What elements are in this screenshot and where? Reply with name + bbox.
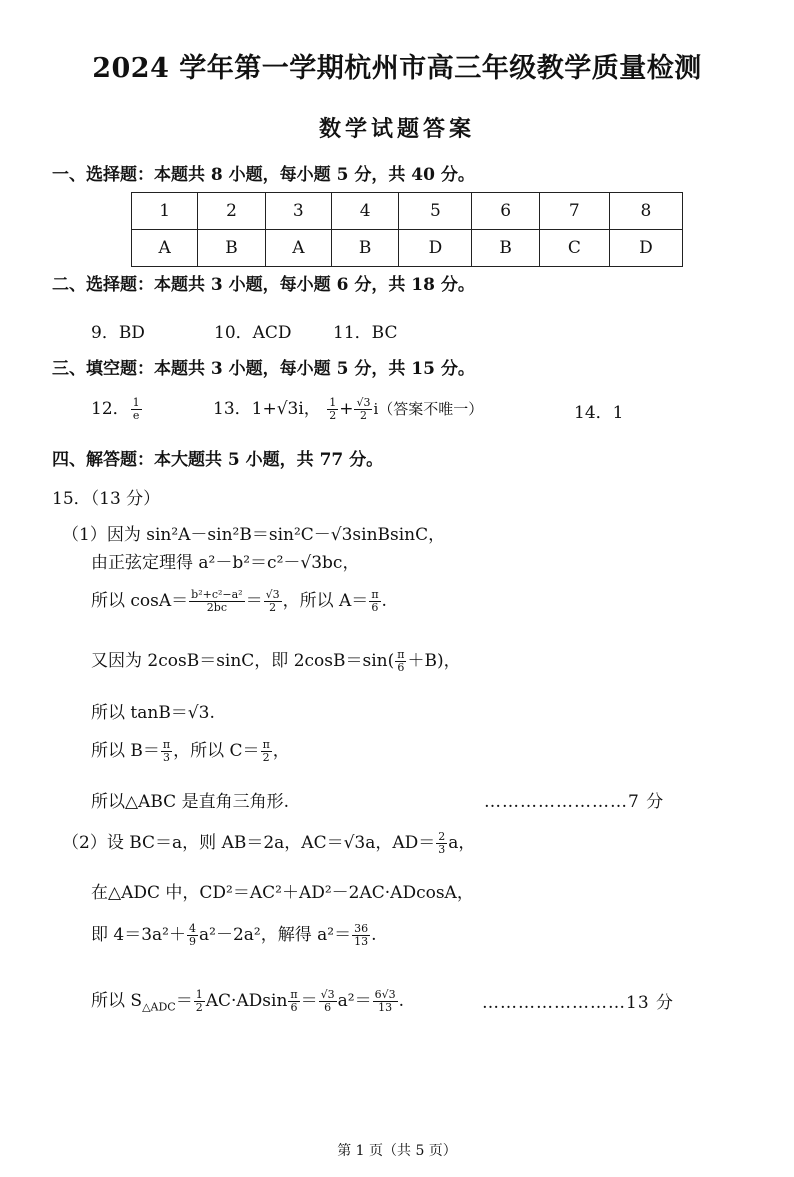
text-run: . bbox=[381, 591, 387, 611]
fraction bbox=[189, 589, 244, 614]
table-cell: D bbox=[399, 230, 472, 267]
q15-2-line4 bbox=[91, 986, 404, 1014]
frac-num: √3 bbox=[320, 988, 335, 1001]
q15-2-line1 bbox=[62, 828, 475, 856]
q13-tail: i（答案不唯一） bbox=[373, 400, 484, 418]
q13-root: √3 bbox=[276, 399, 299, 419]
text-run: a²－2a²，解得 a²＝ bbox=[199, 925, 352, 945]
part1-heading: 一、选择题：本题共 8 小题，每小题 5 分，共 40 分。 bbox=[52, 165, 475, 185]
answer-q10: 10．ACD bbox=[214, 323, 292, 343]
text-run: 又因为 2cosB＝sinC，即 2cosB＝sin( bbox=[91, 651, 395, 671]
fraction bbox=[319, 989, 337, 1014]
frac-num: 2 bbox=[438, 830, 446, 843]
q15-2-line2: 在△ADC 中，CD²＝AC²＋AD²－2AC·ADcosA， bbox=[91, 883, 474, 903]
text-run: ＝ bbox=[300, 991, 318, 1011]
answer-q9: 9．BD bbox=[91, 323, 145, 343]
fraction bbox=[194, 989, 205, 1014]
frac-den: 13 bbox=[378, 1001, 393, 1014]
q15-1-line1: （1）因为 sin²A－sin²B＝sin²C－√3sinBsinC， bbox=[62, 525, 446, 545]
table-cell: D bbox=[609, 230, 682, 267]
table-cell: A bbox=[265, 230, 331, 267]
fraction bbox=[373, 989, 398, 1014]
frac-num: π bbox=[262, 738, 270, 751]
answer-q13 bbox=[213, 394, 483, 422]
document-title: 2024 学年第一学期杭州市高三年级教学质量检测 bbox=[92, 53, 702, 84]
frac-num: π bbox=[290, 988, 298, 1001]
table-cell: 8 bbox=[609, 193, 682, 230]
fraction bbox=[261, 739, 272, 764]
answer-q11: 11．BC bbox=[333, 323, 398, 343]
answer-table-number-row bbox=[132, 193, 683, 230]
q15-1-line7: 所以△ABC 是直角三角形. bbox=[91, 792, 289, 812]
text-run: ＋B)， bbox=[407, 651, 461, 671]
answer-q12 bbox=[91, 394, 143, 422]
subscript: △ADC bbox=[142, 1000, 176, 1014]
fraction bbox=[352, 923, 370, 948]
text-run: ＝ bbox=[175, 991, 193, 1011]
fraction bbox=[436, 831, 447, 856]
frac-den: 6 bbox=[397, 661, 405, 674]
text-run: （2）设 BC＝a，则 AB＝2a，AC＝√3a，AD＝ bbox=[62, 833, 436, 853]
q15-1-line3 bbox=[91, 586, 387, 614]
frac-num: π bbox=[162, 738, 171, 751]
text-run: . bbox=[371, 925, 377, 945]
part4-heading: 四、解答题：本大题共 5 小题，共 77 分。 bbox=[52, 450, 384, 470]
fraction bbox=[354, 397, 372, 422]
part3-heading: 三、填空题：本题共 3 小题，每小题 5 分，共 15 分。 bbox=[52, 359, 475, 379]
q13-prefix: 13．1+ bbox=[213, 399, 277, 419]
text-run: ＝ bbox=[245, 591, 263, 611]
q12-label: 12． bbox=[91, 399, 130, 419]
table-cell: 3 bbox=[265, 193, 331, 230]
frac-den: 2 bbox=[329, 409, 337, 422]
frac-num: 1 bbox=[329, 396, 337, 409]
table-cell: 2 bbox=[198, 193, 265, 230]
q15-1-line2: 由正弦定理得 a²－b²＝c²－√3bc， bbox=[91, 553, 360, 573]
frac-num: 36 bbox=[354, 922, 369, 935]
fraction bbox=[187, 923, 198, 948]
frac-den: e bbox=[132, 409, 140, 422]
frac-num: π bbox=[371, 588, 379, 601]
fraction bbox=[131, 397, 142, 422]
table-cell: 6 bbox=[472, 193, 539, 230]
text-run: AC·ADsin bbox=[205, 991, 288, 1011]
frac-den: 2 bbox=[195, 1001, 203, 1014]
text-run: a²＝ bbox=[337, 991, 372, 1011]
document-subtitle: 数学试题答案 bbox=[318, 116, 475, 142]
frac-den: 2 bbox=[359, 409, 367, 422]
table-cell: 4 bbox=[331, 193, 398, 230]
fraction bbox=[264, 589, 282, 614]
text-run: 所以 B＝ bbox=[91, 741, 160, 761]
table-cell: 7 bbox=[539, 193, 609, 230]
text-run: 所以 S bbox=[91, 991, 143, 1011]
text-run: 即 4＝3a²＋ bbox=[91, 925, 186, 945]
frac-num: b²+c²−a² bbox=[191, 588, 243, 601]
frac-num: 6√3 bbox=[374, 988, 396, 1001]
answer-table bbox=[131, 192, 683, 267]
q13-plus: + bbox=[339, 399, 354, 419]
q15-2-line3 bbox=[91, 920, 376, 948]
fraction bbox=[288, 989, 299, 1014]
frac-den: 2 bbox=[262, 751, 270, 764]
frac-den: 2bc bbox=[206, 601, 227, 614]
fraction bbox=[369, 589, 380, 614]
answer-table-answer-row bbox=[132, 230, 683, 267]
q13-i: i， bbox=[298, 399, 321, 419]
q15-1-line4 bbox=[91, 646, 461, 674]
answer-q14: 14．1 bbox=[574, 403, 624, 423]
q15-1-line5: 所以 tanB＝√3. bbox=[91, 703, 215, 723]
frac-num: π bbox=[397, 648, 405, 661]
table-cell: B bbox=[198, 230, 265, 267]
q15-2-score: ……………………13 分 bbox=[482, 993, 675, 1013]
text-run: a， bbox=[448, 833, 476, 853]
frac-den: 6 bbox=[371, 601, 379, 614]
table-cell: 1 bbox=[132, 193, 198, 230]
q15-1-line6 bbox=[91, 736, 290, 764]
text-run: ，所以 A＝ bbox=[282, 591, 369, 611]
frac-den: 9 bbox=[189, 935, 196, 948]
frac-num: 1 bbox=[195, 988, 203, 1001]
q15-1-score: ……………………7 分 bbox=[484, 792, 665, 812]
frac-den: 2 bbox=[269, 601, 277, 614]
table-cell: B bbox=[472, 230, 539, 267]
text-run: 所以 cosA＝ bbox=[91, 591, 189, 611]
frac-den: 6 bbox=[290, 1001, 298, 1014]
q15-title: 15．（13 分） bbox=[52, 489, 161, 509]
table-cell: B bbox=[331, 230, 398, 267]
frac-den: 3 bbox=[438, 843, 446, 856]
fraction bbox=[395, 649, 406, 674]
part2-heading: 二、选择题：本题共 3 小题，每小题 6 分，共 18 分。 bbox=[52, 275, 475, 295]
frac-num: 4 bbox=[189, 922, 196, 935]
frac-den: 6 bbox=[324, 1001, 332, 1014]
fraction bbox=[161, 739, 172, 764]
table-cell: A bbox=[132, 230, 198, 267]
frac-den: 13 bbox=[354, 935, 369, 948]
frac-num: 1 bbox=[132, 396, 140, 409]
text-run: ， bbox=[272, 741, 290, 761]
table-cell: C bbox=[539, 230, 609, 267]
frac-num: √3 bbox=[265, 588, 280, 601]
table-cell: 5 bbox=[399, 193, 472, 230]
fraction bbox=[327, 397, 338, 422]
frac-num: √3 bbox=[356, 396, 371, 409]
frac-den: 3 bbox=[163, 751, 171, 764]
page-number: 第 1 页（共 5 页） bbox=[337, 1143, 457, 1159]
text-run: ，所以 C＝ bbox=[173, 741, 260, 761]
text-run: . bbox=[398, 991, 405, 1011]
